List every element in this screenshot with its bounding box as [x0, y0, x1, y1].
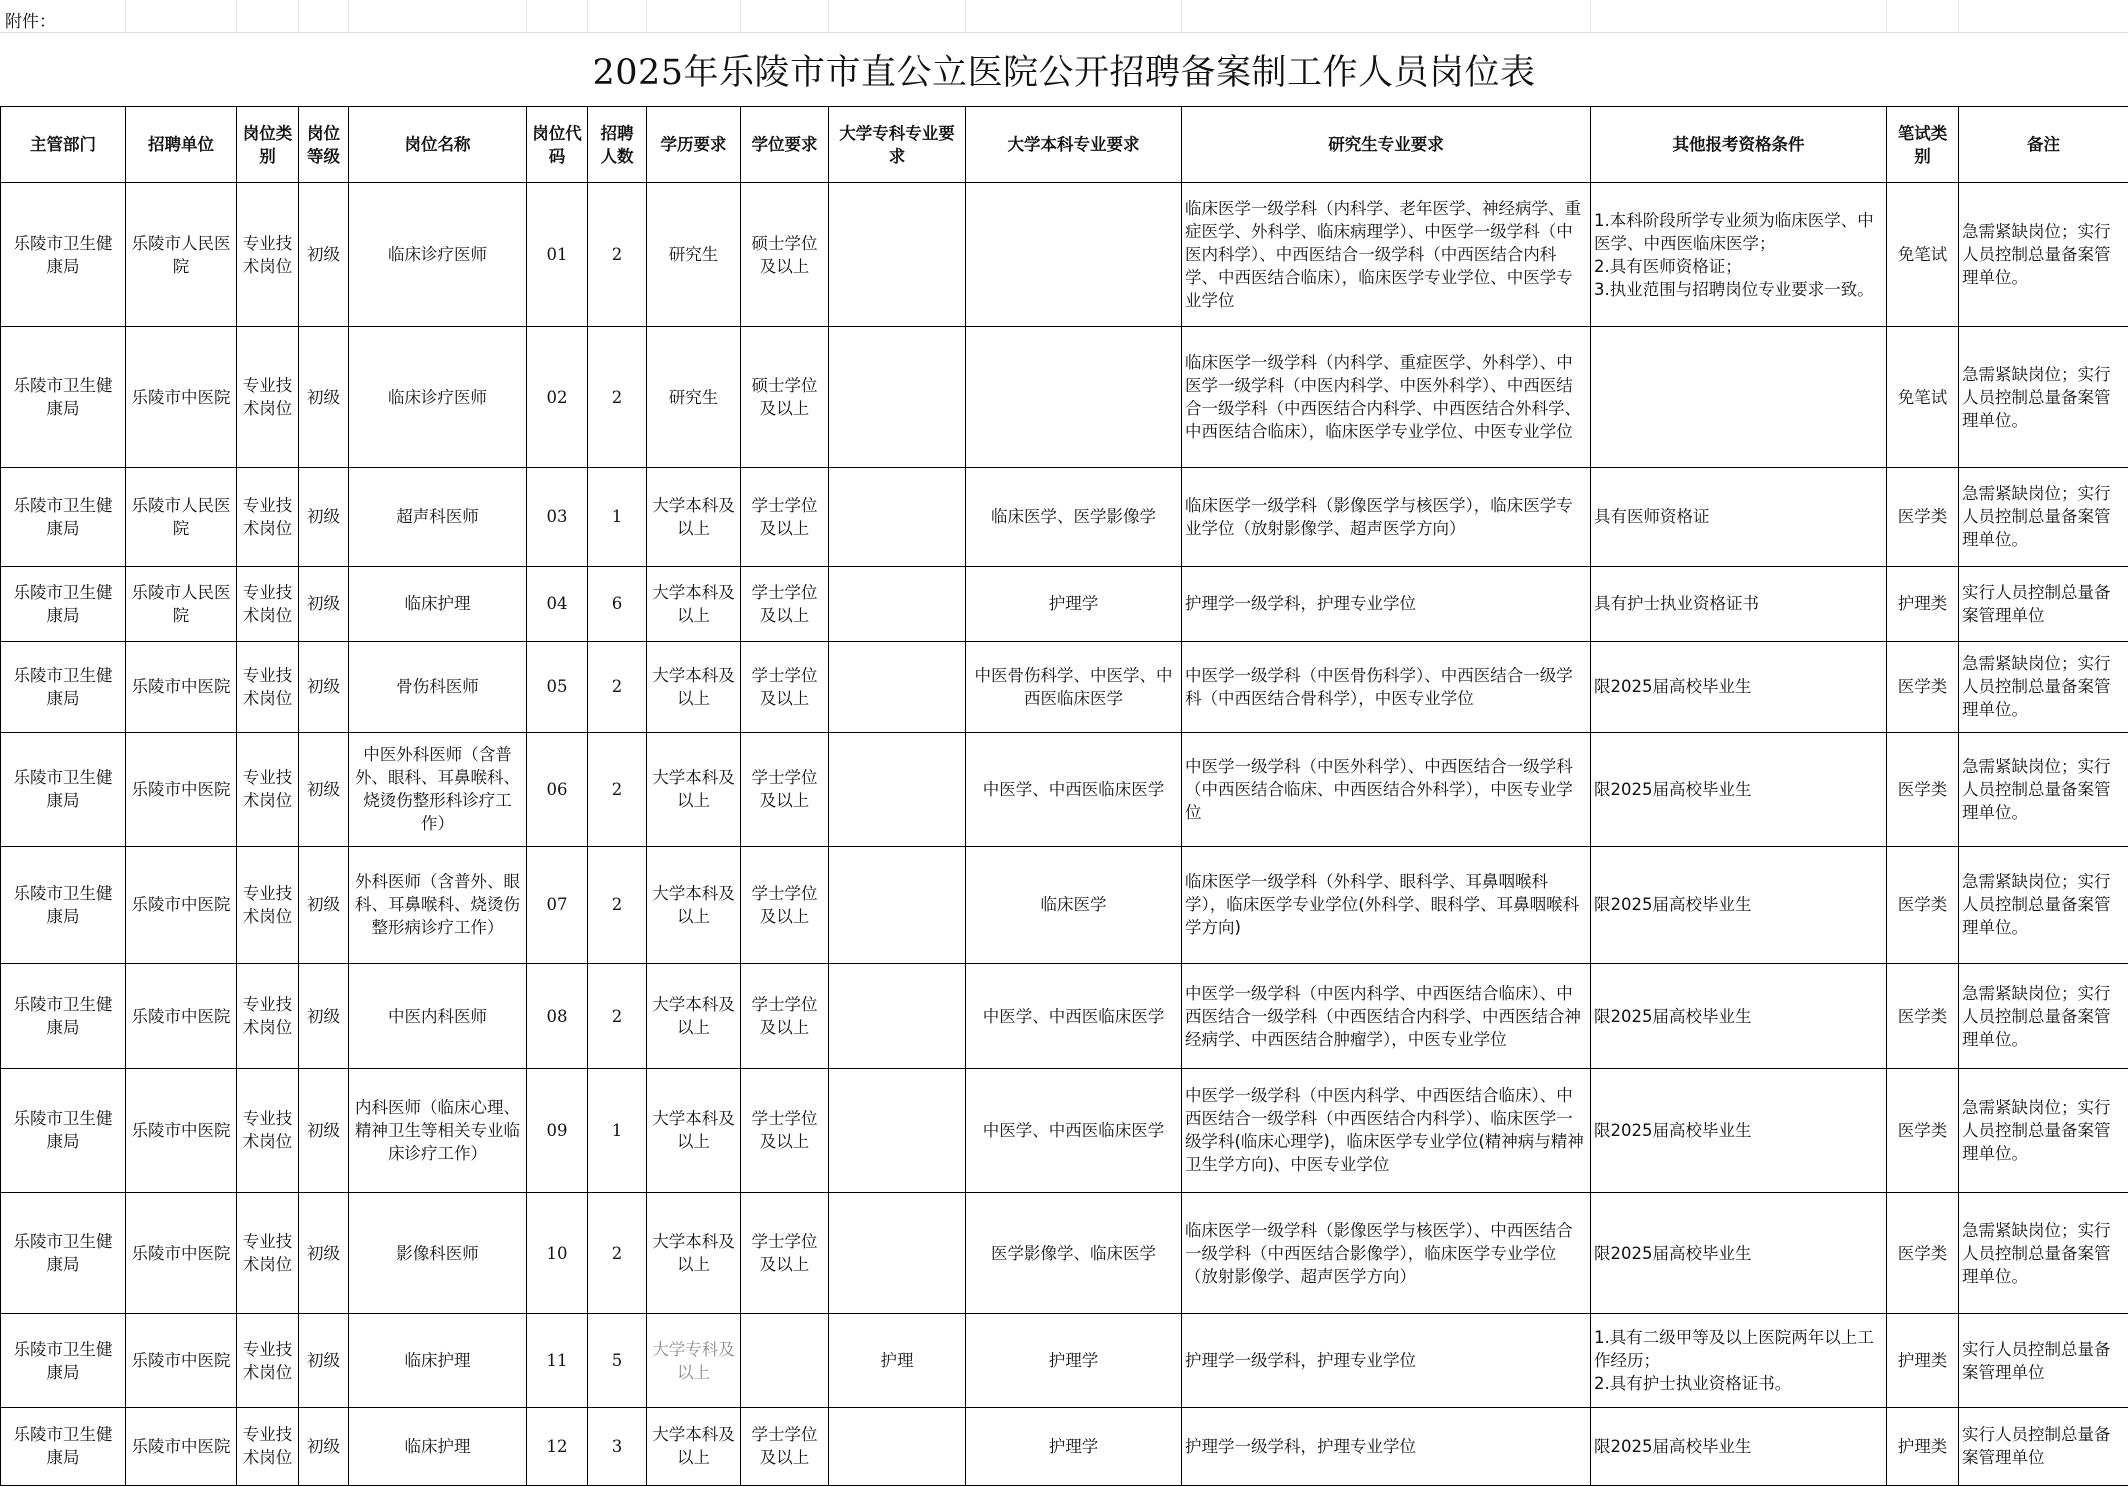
position-name-cell: 临床诊疗医师 — [349, 327, 527, 468]
graduate-major-cell: 中医学一级学科（中医骨伤科学）、中西医结合一级学科（中西医结合骨科学），中医专业学位 — [1182, 641, 1591, 732]
remarks-cell: 急需紧缺岗位；实行人员控制总量备案管理单位。 — [1959, 641, 2128, 732]
position-code-cell: 07 — [527, 846, 588, 964]
position-name-cell: 临床护理 — [349, 1407, 527, 1485]
education-cell: 大学本科及以上 — [647, 468, 741, 566]
other-conditions-cell: 限2025届高校毕业生 — [1591, 1068, 1887, 1192]
position-code-cell: 08 — [527, 964, 588, 1069]
category-cell: 专业技术岗位 — [237, 1192, 299, 1314]
table-row — [1, 641, 2128, 732]
position-code-cell: 10 — [527, 1192, 588, 1314]
category-cell: 专业技术岗位 — [237, 732, 299, 846]
category-cell: 专业技术岗位 — [237, 183, 299, 327]
dept-cell: 乐陵市卫生健康局 — [1, 846, 126, 964]
headcount-cell: 2 — [588, 846, 647, 964]
graduate-major-cell: 中医学一级学科（中医内科学、中西医结合临床）、中西医结合一级学科（中西医结合内科学）、临床医学一级学科(临床心理学)，临床医学专业学位(精神病与精神卫生学方向)、中医专业学位 — [1182, 1068, 1591, 1192]
col-header: 岗位等级 — [299, 107, 349, 183]
education-cell: 大学本科及以上 — [647, 641, 741, 732]
level-cell: 初级 — [299, 468, 349, 566]
level-cell: 初级 — [299, 183, 349, 327]
unit-cell: 乐陵市中医院 — [126, 964, 237, 1069]
education-cell: 大学专科及以上 — [647, 1314, 741, 1407]
undergrad-major-cell: 临床医学 — [966, 846, 1182, 964]
category-cell: 专业技术岗位 — [237, 327, 299, 468]
col-header: 研究生专业要求 — [1182, 107, 1591, 183]
graduate-major-cell: 临床医学一级学科（内科学、老年医学、神经病学、重症医学、外科学、临床病理学）、中医学一级学科（中医内科学）、中西医结合一级学科（中西医结合内科学、中西医结合临床），临床医学专业学位、中医学专业学位 — [1182, 183, 1591, 327]
table-row — [1, 846, 2128, 964]
level-cell: 初级 — [299, 732, 349, 846]
position-name-cell: 临床护理 — [349, 566, 527, 641]
category-cell: 专业技术岗位 — [237, 641, 299, 732]
undergrad-major-cell: 医学影像学、临床医学 — [966, 1192, 1182, 1314]
degree-cell: 学士学位及以上 — [741, 1192, 829, 1314]
headcount-cell: 1 — [588, 468, 647, 566]
college-major-cell — [829, 732, 966, 846]
dept-cell: 乐陵市卫生健康局 — [1, 1192, 126, 1314]
table-row — [1, 1314, 2128, 1407]
dept-cell: 乐陵市卫生健康局 — [1, 1314, 126, 1407]
category-cell: 专业技术岗位 — [237, 1068, 299, 1192]
exam-type-cell: 护理类 — [1887, 1407, 1959, 1485]
category-cell: 专业技术岗位 — [237, 1407, 299, 1485]
other-conditions-cell: 限2025届高校毕业生 — [1591, 964, 1887, 1069]
unit-cell: 乐陵市中医院 — [126, 1407, 237, 1485]
undergrad-major-cell: 临床医学、医学影像学 — [966, 468, 1182, 566]
degree-cell: 学士学位及以上 — [741, 964, 829, 1069]
level-cell: 初级 — [299, 566, 349, 641]
col-header: 大学本科专业要求 — [966, 107, 1182, 183]
college-major-cell — [829, 1068, 966, 1192]
col-header: 招聘人数 — [588, 107, 647, 183]
college-major-cell — [829, 964, 966, 1069]
unit-cell: 乐陵市人民医院 — [126, 468, 237, 566]
position-name-cell: 内科医师（临床心理、精神卫生等相关专业临床诊疗工作） — [349, 1068, 527, 1192]
education-cell: 大学本科及以上 — [647, 964, 741, 1069]
education-cell: 研究生 — [647, 183, 741, 327]
col-header: 大学专科专业要求 — [829, 107, 966, 183]
degree-cell: 硕士学位及以上 — [741, 327, 829, 468]
undergrad-major-cell: 中医学、中西医临床医学 — [966, 1068, 1182, 1192]
attachment-label: 附件： — [5, 12, 56, 32]
education-cell: 大学本科及以上 — [647, 1407, 741, 1485]
col-header: 学位要求 — [741, 107, 829, 183]
remarks-cell: 急需紧缺岗位；实行人员控制总量备案管理单位。 — [1959, 327, 2128, 468]
position-name-cell: 中医内科医师 — [349, 964, 527, 1069]
degree-cell: 学士学位及以上 — [741, 1068, 829, 1192]
headcount-cell: 5 — [588, 1314, 647, 1407]
exam-type-cell: 医学类 — [1887, 964, 1959, 1069]
remarks-cell: 实行人员控制总量备案管理单位 — [1959, 566, 2128, 641]
exam-type-cell: 护理类 — [1887, 1314, 1959, 1407]
header-row — [1, 107, 2128, 183]
other-conditions-cell: 具有护士执业资格证书 — [1591, 566, 1887, 641]
degree-cell — [741, 1314, 829, 1407]
dept-cell: 乐陵市卫生健康局 — [1, 732, 126, 846]
unit-cell: 乐陵市中医院 — [126, 641, 237, 732]
position-code-cell: 04 — [527, 566, 588, 641]
other-conditions-cell: 限2025届高校毕业生 — [1591, 1407, 1887, 1485]
level-cell: 初级 — [299, 1407, 349, 1485]
level-cell: 初级 — [299, 1314, 349, 1407]
education-cell: 大学本科及以上 — [647, 1068, 741, 1192]
education-cell: 大学本科及以上 — [647, 1192, 741, 1314]
other-conditions-cell: 限2025届高校毕业生 — [1591, 641, 1887, 732]
positions-table — [0, 106, 2128, 1486]
exam-type-cell: 护理类 — [1887, 566, 1959, 641]
position-code-cell: 01 — [527, 183, 588, 327]
unit-cell: 乐陵市中医院 — [126, 846, 237, 964]
undergrad-major-cell: 护理学 — [966, 566, 1182, 641]
graduate-major-cell: 护理学一级学科，护理专业学位 — [1182, 566, 1591, 641]
college-major-cell: 护理 — [829, 1314, 966, 1407]
position-code-cell: 05 — [527, 641, 588, 732]
table-row — [1, 468, 2128, 566]
remarks-cell: 实行人员控制总量备案管理单位 — [1959, 1314, 2128, 1407]
dept-cell: 乐陵市卫生健康局 — [1, 468, 126, 566]
graduate-major-cell: 中医学一级学科（中医内科学、中西医结合临床）、中西医结合一级学科（中西医结合内科学、中西医结合神经病学、中西医结合肿瘤学），中医专业学位 — [1182, 964, 1591, 1069]
table-row — [1, 1407, 2128, 1485]
exam-type-cell: 医学类 — [1887, 641, 1959, 732]
exam-type-cell: 医学类 — [1887, 1068, 1959, 1192]
undergrad-major-cell: 护理学 — [966, 1407, 1182, 1485]
level-cell: 初级 — [299, 327, 349, 468]
unit-cell: 乐陵市人民医院 — [126, 566, 237, 641]
headcount-cell: 2 — [588, 183, 647, 327]
college-major-cell — [829, 327, 966, 468]
other-conditions-cell: 1.本科阶段所学专业须为临床医学、中医学、中西医临床医学； 2.具有医师资格证； 3.执业范围与招聘岗位专业要求一致。 — [1591, 183, 1887, 327]
remarks-cell: 急需紧缺岗位；实行人员控制总量备案管理单位。 — [1959, 846, 2128, 964]
col-header: 主管部门 — [1, 107, 126, 183]
table-row — [1, 183, 2128, 327]
college-major-cell — [829, 1192, 966, 1314]
headcount-cell: 2 — [588, 1192, 647, 1314]
college-major-cell — [829, 566, 966, 641]
unit-cell: 乐陵市中医院 — [126, 732, 237, 846]
undergrad-major-cell: 中医学、中西医临床医学 — [966, 964, 1182, 1069]
unit-cell: 乐陵市中医院 — [126, 1314, 237, 1407]
position-code-cell: 06 — [527, 732, 588, 846]
position-name-cell: 超声科医师 — [349, 468, 527, 566]
attachment-bar — [0, 0, 2128, 33]
position-code-cell: 12 — [527, 1407, 588, 1485]
exam-type-cell: 医学类 — [1887, 1192, 1959, 1314]
college-major-cell — [829, 468, 966, 566]
education-cell: 大学本科及以上 — [647, 846, 741, 964]
table-row — [1, 566, 2128, 641]
position-code-cell: 11 — [527, 1314, 588, 1407]
graduate-major-cell: 临床医学一级学科（内科学、重症医学、外科学）、中医学一级学科（中医内科学、中医外科学）、中西医结合一级学科（中西医结合内科学、中西医结合外科学、中西医结合临床），临床医学专业学位、中医专业学位 — [1182, 327, 1591, 468]
remarks-cell: 实行人员控制总量备案管理单位 — [1959, 1407, 2128, 1485]
col-header: 笔试类别 — [1887, 107, 1959, 183]
category-cell: 专业技术岗位 — [237, 468, 299, 566]
remarks-cell: 急需紧缺岗位；实行人员控制总量备案管理单位。 — [1959, 1192, 2128, 1314]
category-cell: 专业技术岗位 — [237, 566, 299, 641]
category-cell: 专业技术岗位 — [237, 846, 299, 964]
position-code-cell: 03 — [527, 468, 588, 566]
table-row — [1, 1192, 2128, 1314]
col-header: 岗位代码 — [527, 107, 588, 183]
degree-cell: 学士学位及以上 — [741, 468, 829, 566]
dept-cell: 乐陵市卫生健康局 — [1, 641, 126, 732]
category-cell: 专业技术岗位 — [237, 964, 299, 1069]
graduate-major-cell: 中医学一级学科（中医外科学）、中西医结合一级学科（中西医结合临床、中西医结合外科学），中医专业学位 — [1182, 732, 1591, 846]
remarks-cell: 急需紧缺岗位；实行人员控制总量备案管理单位。 — [1959, 183, 2128, 327]
education-cell: 大学本科及以上 — [647, 566, 741, 641]
other-conditions-cell: 限2025届高校毕业生 — [1591, 732, 1887, 846]
undergrad-major-cell: 中医学、中西医临床医学 — [966, 732, 1182, 846]
graduate-major-cell: 临床医学一级学科（影像医学与核医学）、中西医结合一级学科（中西医结合影像学），临床医学专业学位（放射影像学、超声医学方向） — [1182, 1192, 1591, 1314]
dept-cell: 乐陵市卫生健康局 — [1, 327, 126, 468]
undergrad-major-cell — [966, 327, 1182, 468]
degree-cell: 学士学位及以上 — [741, 846, 829, 964]
graduate-major-cell: 护理学一级学科，护理专业学位 — [1182, 1407, 1591, 1485]
position-name-cell: 影像科医师 — [349, 1192, 527, 1314]
headcount-cell: 1 — [588, 1068, 647, 1192]
position-name-cell: 外科医师（含普外、眼科、耳鼻喉科、烧烫伤整形病诊疗工作） — [349, 846, 527, 964]
level-cell: 初级 — [299, 1192, 349, 1314]
other-conditions-cell: 1.具有二级甲等及以上医院两年以上工作经历； 2.具有护士执业资格证书。 — [1591, 1314, 1887, 1407]
graduate-major-cell: 临床医学一级学科（外科学、眼科学、耳鼻咽喉科学），临床医学专业学位(外科学、眼科学、耳鼻咽喉科学方向) — [1182, 846, 1591, 964]
document-title: 2025年乐陵市市直公立医院公开招聘备案制工作人员岗位表 — [592, 52, 1536, 93]
col-header: 学历要求 — [647, 107, 741, 183]
headcount-cell: 2 — [588, 732, 647, 846]
degree-cell: 硕士学位及以上 — [741, 183, 829, 327]
col-header: 岗位类别 — [237, 107, 299, 183]
degree-cell: 学士学位及以上 — [741, 1407, 829, 1485]
college-major-cell — [829, 846, 966, 964]
table-row — [1, 964, 2128, 1069]
education-cell: 研究生 — [647, 327, 741, 468]
level-cell: 初级 — [299, 964, 349, 1069]
remarks-cell: 急需紧缺岗位；实行人员控制总量备案管理单位。 — [1959, 1068, 2128, 1192]
unit-cell: 乐陵市中医院 — [126, 327, 237, 468]
degree-cell: 学士学位及以上 — [741, 641, 829, 732]
remarks-cell: 急需紧缺岗位；实行人员控制总量备案管理单位。 — [1959, 468, 2128, 566]
undergrad-major-cell — [966, 183, 1182, 327]
degree-cell: 学士学位及以上 — [741, 732, 829, 846]
exam-type-cell: 医学类 — [1887, 468, 1959, 566]
dept-cell: 乐陵市卫生健康局 — [1, 566, 126, 641]
dept-cell: 乐陵市卫生健康局 — [1, 1068, 126, 1192]
level-cell: 初级 — [299, 1068, 349, 1192]
college-major-cell — [829, 183, 966, 327]
remarks-cell: 急需紧缺岗位；实行人员控制总量备案管理单位。 — [1959, 964, 2128, 1069]
exam-type-cell: 免笔试 — [1887, 327, 1959, 468]
graduate-major-cell: 护理学一级学科，护理专业学位 — [1182, 1314, 1591, 1407]
dept-cell: 乐陵市卫生健康局 — [1, 183, 126, 327]
headcount-cell: 2 — [588, 327, 647, 468]
table-row — [1, 327, 2128, 468]
col-header: 岗位名称 — [349, 107, 527, 183]
other-conditions-cell: 限2025届高校毕业生 — [1591, 846, 1887, 964]
undergrad-major-cell: 中医骨伤科学、中医学、中西医临床医学 — [966, 641, 1182, 732]
col-header: 备注 — [1959, 107, 2128, 183]
remarks-cell: 急需紧缺岗位；实行人员控制总量备案管理单位。 — [1959, 732, 2128, 846]
unit-cell: 乐陵市中医院 — [126, 1192, 237, 1314]
dept-cell: 乐陵市卫生健康局 — [1, 1407, 126, 1485]
table-row — [1, 1068, 2128, 1192]
col-header: 其他报考资格条件 — [1591, 107, 1887, 183]
college-major-cell — [829, 1407, 966, 1485]
other-conditions-cell — [1591, 327, 1887, 468]
headcount-cell: 2 — [588, 641, 647, 732]
headcount-cell: 2 — [588, 964, 647, 1069]
exam-type-cell: 医学类 — [1887, 732, 1959, 846]
exam-type-cell: 免笔试 — [1887, 183, 1959, 327]
unit-cell: 乐陵市人民医院 — [126, 183, 237, 327]
position-code-cell: 09 — [527, 1068, 588, 1192]
dept-cell: 乐陵市卫生健康局 — [1, 964, 126, 1069]
undergrad-major-cell: 护理学 — [966, 1314, 1182, 1407]
col-header: 招聘单位 — [126, 107, 237, 183]
position-name-cell: 骨伤科医师 — [349, 641, 527, 732]
exam-type-cell: 医学类 — [1887, 846, 1959, 964]
table-row — [1, 732, 2128, 846]
level-cell: 初级 — [299, 846, 349, 964]
level-cell: 初级 — [299, 641, 349, 732]
education-cell: 大学本科及以上 — [647, 732, 741, 846]
position-code-cell: 02 — [527, 327, 588, 468]
other-conditions-cell: 限2025届高校毕业生 — [1591, 1192, 1887, 1314]
unit-cell: 乐陵市中医院 — [126, 1068, 237, 1192]
headcount-cell: 3 — [588, 1407, 647, 1485]
position-name-cell: 中医外科医师（含普外、眼科、耳鼻喉科、烧烫伤整形科诊疗工作） — [349, 732, 527, 846]
college-major-cell — [829, 641, 966, 732]
degree-cell: 学士学位及以上 — [741, 566, 829, 641]
position-name-cell: 临床诊疗医师 — [349, 183, 527, 327]
graduate-major-cell: 临床医学一级学科（影像医学与核医学），临床医学专业学位（放射影像学、超声医学方向） — [1182, 468, 1591, 566]
other-conditions-cell: 具有医师资格证 — [1591, 468, 1887, 566]
category-cell: 专业技术岗位 — [237, 1314, 299, 1407]
position-name-cell: 临床护理 — [349, 1314, 527, 1407]
headcount-cell: 6 — [588, 566, 647, 641]
